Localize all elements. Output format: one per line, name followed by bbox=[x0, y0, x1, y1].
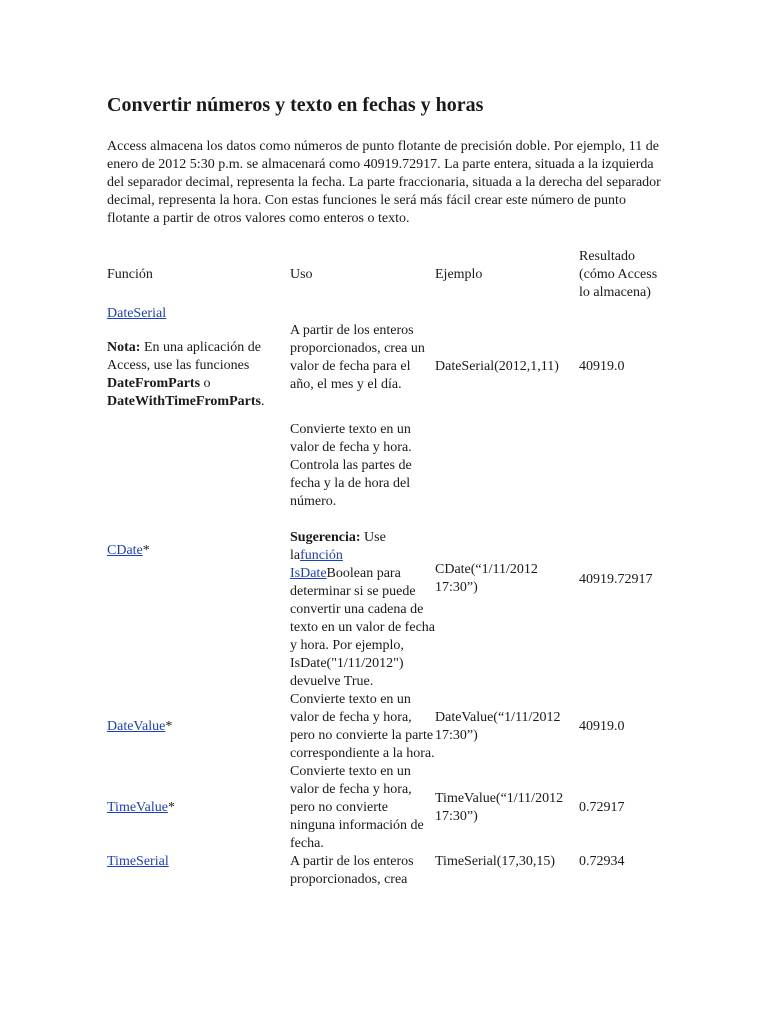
table-row-datevalue bbox=[107, 691, 669, 763]
table-row-dateserial bbox=[107, 304, 669, 411]
note-fn-datefromparts: DateFromParts bbox=[107, 376, 201, 391]
table-header-row bbox=[107, 248, 669, 304]
cell-funcion-timevalue bbox=[107, 763, 290, 853]
cell-uso-timevalue: Convierte texto en un valor de fecha y hora, pero no convierte ninguna información de fecha. bbox=[290, 764, 424, 851]
cell-uso-cdate bbox=[290, 411, 435, 691]
tip-cdate bbox=[290, 529, 435, 691]
cell-resultado-timevalue: 0.72917 bbox=[579, 800, 625, 815]
document-page bbox=[107, 92, 677, 889]
asterisk: * bbox=[165, 719, 173, 734]
uso-cdate-text: Convierte texto en un valor de fecha y hora. Controla las partes de fecha y la de hora del número. bbox=[290, 422, 412, 509]
cell-ejemplo-datevalue: DateValue(“1/11/2012 17:30”) bbox=[435, 710, 561, 743]
link-timeserial[interactable]: TimeSerial bbox=[107, 854, 169, 869]
cell-funcion-datevalue bbox=[107, 691, 290, 763]
cell-resultado-dateserial: 40919.0 bbox=[579, 358, 625, 374]
note-mid: o bbox=[200, 376, 211, 391]
table-row-timeserial bbox=[107, 853, 669, 889]
note-fn-datewithtimefromparts: DateWithTimeFromParts bbox=[107, 394, 261, 409]
functions-table bbox=[107, 248, 669, 889]
cell-resultado-cdate: 40919.72917 bbox=[579, 572, 653, 587]
cell-resultado-datevalue: 40919.0 bbox=[579, 719, 625, 734]
intro-paragraph: Access almacena los datos como números de punto flotante de precisión doble. Por ejemplo, 11 de enero de 2012 5:30 p.m. se almacenará como 40919.72917. La parte entera, situada a la izquierda del separador decimal, representa la fecha. La parte fraccionaria, situada a la derecha del separador decimal, representa la hora. Con estas funciones le será más fácil crear este número de punto flotante a partir de otros valores como enteros o texto. bbox=[107, 139, 661, 226]
header-resultado: Resultado (cómo Access lo almacena) bbox=[579, 249, 658, 300]
cell-funcion-dateserial bbox=[107, 304, 290, 411]
tip-text-2: Boolean para determinar si se puede convertir una cadena de texto en un valor de fecha y hora. Por ejemplo, IsDate("1/11/2012") devuelve True. bbox=[290, 566, 435, 689]
table-row-timevalue bbox=[107, 763, 669, 853]
cell-funcion-timeserial bbox=[107, 853, 290, 889]
note-text: En una aplicación de Access, use las funciones bbox=[107, 340, 261, 373]
header-ejemplo: Ejemplo bbox=[435, 267, 483, 282]
note-end: . bbox=[260, 394, 265, 409]
link-funcion[interactable]: función bbox=[300, 548, 343, 563]
link-dateserial[interactable]: DateSerial bbox=[107, 306, 167, 321]
tip-text-1: Use la bbox=[290, 530, 386, 563]
page-title: Convertir números y texto en fechas y horas bbox=[107, 94, 484, 116]
link-timevalue[interactable]: TimeValue bbox=[107, 800, 168, 815]
note-label: Nota: bbox=[107, 340, 141, 355]
cell-ejemplo-dateserial: DateSerial(2012,1,11) bbox=[435, 358, 559, 374]
cell-funcion-cdate bbox=[107, 411, 290, 691]
cell-ejemplo-cdate: CDate(“1/11/2012 17:30”) bbox=[435, 562, 538, 595]
cell-ejemplo-timeserial: TimeSerial(17,30,15) bbox=[435, 854, 556, 869]
cell-ejemplo-timevalue: TimeValue(“1/11/2012 17:30”) bbox=[435, 791, 564, 824]
tip-label: Sugerencia: bbox=[290, 530, 361, 545]
table-row-cdate bbox=[107, 411, 669, 691]
cell-resultado-timeserial: 0.72934 bbox=[579, 854, 625, 869]
link-datevalue[interactable]: DateValue bbox=[107, 719, 166, 734]
header-uso: Uso bbox=[290, 267, 313, 282]
asterisk: * bbox=[142, 543, 150, 558]
header-funcion: Función bbox=[107, 267, 153, 282]
link-isdate[interactable]: IsDate bbox=[290, 566, 327, 581]
cell-uso-timeserial: A partir de los enteros proporcionados, crea bbox=[290, 854, 414, 887]
cell-uso-datevalue: Convierte texto en un valor de fecha y hora, pero no convierte la parte correspondiente a la hora. bbox=[290, 692, 435, 761]
asterisk: * bbox=[167, 800, 175, 815]
cell-uso-dateserial: A partir de los enteros proporcionados, crea un valor de fecha para el año, el mes y el día. bbox=[290, 323, 425, 392]
link-cdate[interactable]: CDate bbox=[107, 543, 143, 558]
note-dateserial bbox=[107, 339, 290, 411]
